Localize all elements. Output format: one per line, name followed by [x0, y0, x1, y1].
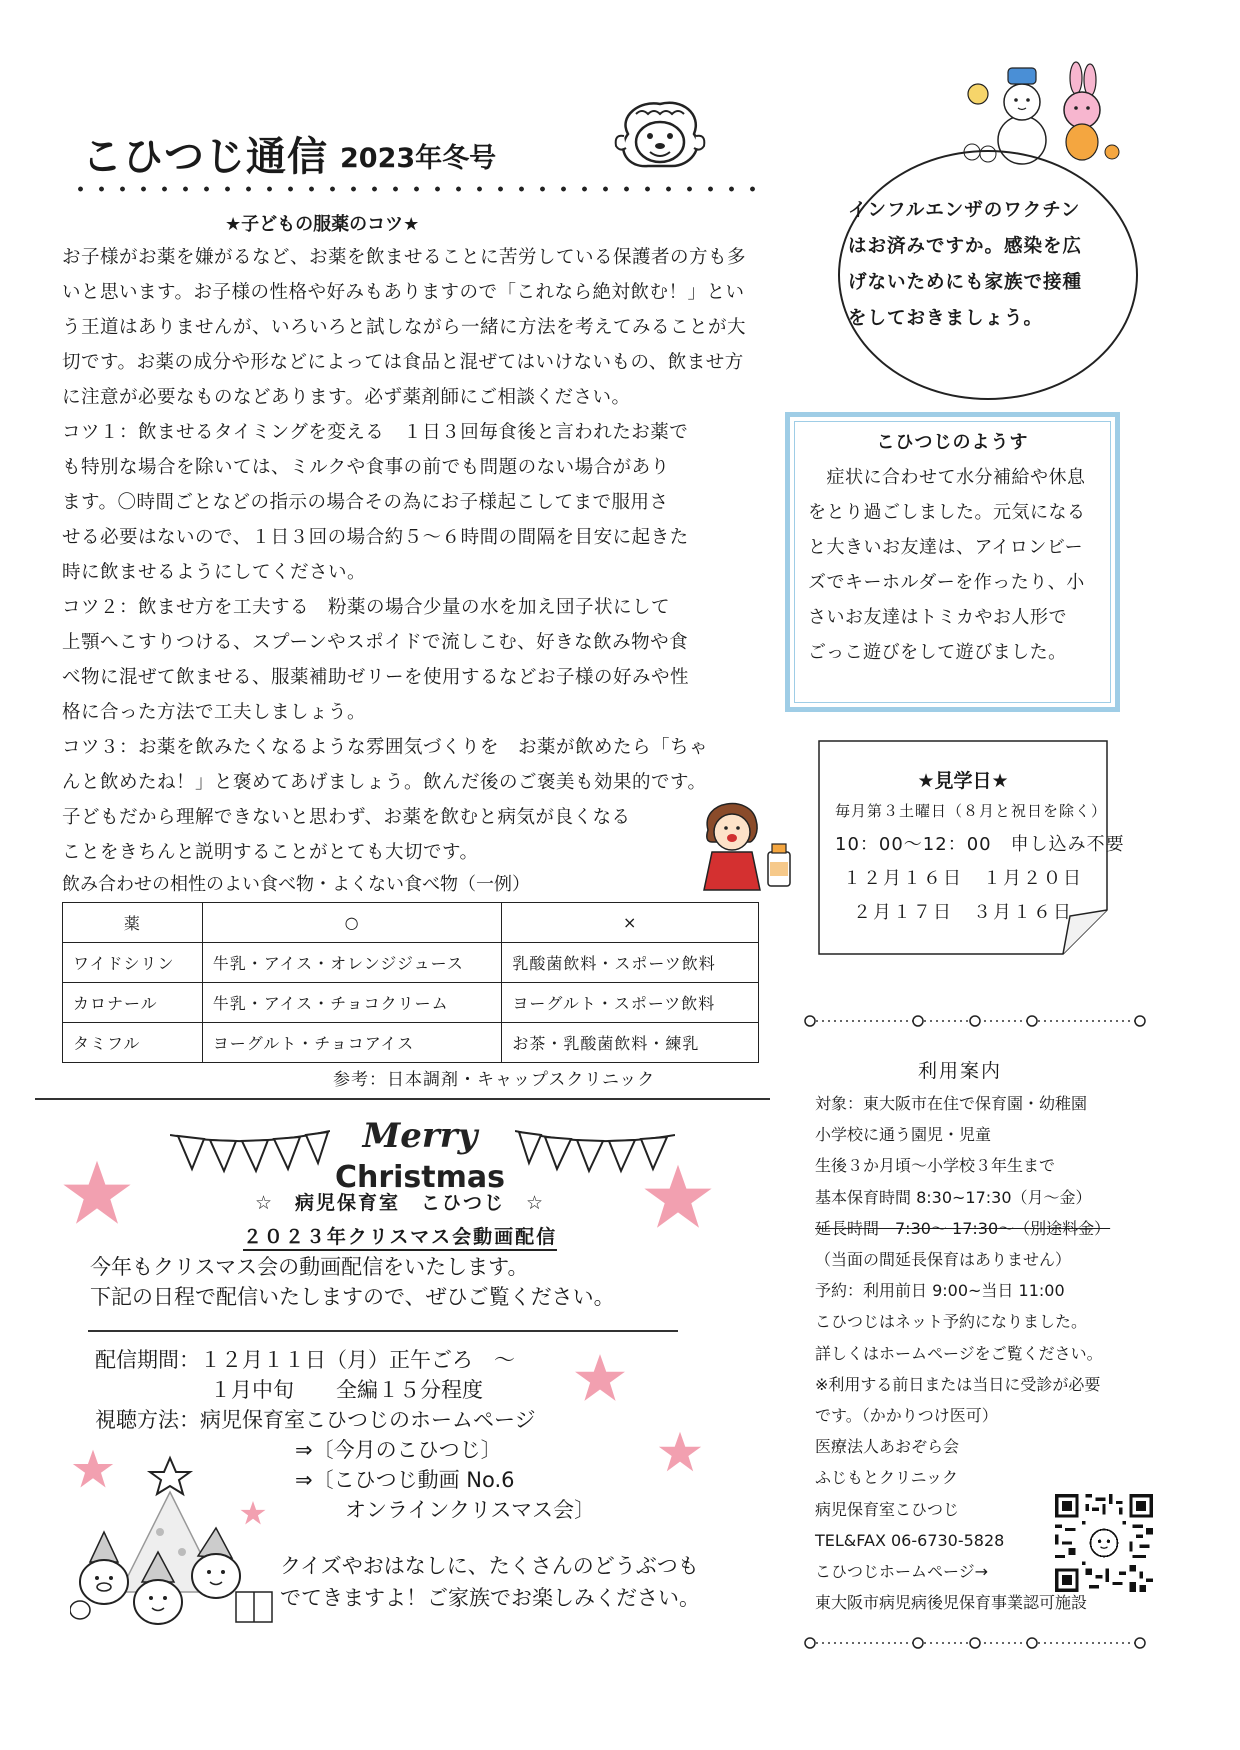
info-line: 東大阪市病児病後児保育事業認可施設: [815, 1593, 1088, 1613]
table-header-row: [63, 903, 759, 943]
combo-table: [62, 902, 759, 1063]
christmas-tree-animals-icon: [70, 1452, 290, 1632]
intro-line: いと思います。お子様の性格や好みもありますので「これなら絶対飲む！」とい: [62, 282, 745, 303]
homepage-link[interactable]: こひつじホームページ→: [815, 1562, 989, 1582]
newsletter-title: こひつじ通信: [82, 134, 328, 180]
christmas-body-line: 今年もクリスマス会の動画配信をいたします。: [90, 1255, 529, 1279]
cell-good: 牛乳・アイス・チョコクリーム: [202, 983, 502, 1023]
header-medicine: 薬: [63, 903, 203, 943]
intro-line: 切です。お薬の成分や形などによっては食品と混ぜてはいけないもの、飲ませ方: [62, 352, 744, 373]
cell-medicine: カロナール: [63, 983, 203, 1023]
period-line1: １２月１１日（月）正午ごろ ～: [200, 1348, 515, 1372]
newsletter-issue: 2023年冬号: [340, 143, 497, 174]
table-row: [63, 983, 759, 1023]
visit-dates-line: ２月１７日 ３月１６日: [853, 902, 1073, 923]
christmas-divider: [88, 1330, 678, 1332]
flu-line: インフルエンザのワクチン: [848, 200, 1081, 221]
header-bad: ×: [502, 903, 759, 943]
intro-line: お子様がお薬を嫌がるなど、お薬を飲ませることに苦労している保護者の方も多: [62, 247, 747, 268]
cell-bad: お茶・乳酸菌飲料・練乳: [502, 1023, 759, 1063]
header-dotted-divider: [70, 186, 770, 192]
yousu-line: をとり過ごしました。元気になる: [808, 502, 1086, 523]
star-icon: [658, 1430, 702, 1474]
flu-line: をしておきましょう。: [848, 308, 1044, 329]
info-line: です。（かかりつけ医可）: [815, 1406, 998, 1426]
christmas-subtitle: ☆ 病児保育室 こひつじ ☆: [254, 1192, 546, 1214]
flu-notice: [848, 193, 1133, 337]
flower-deco-icon: [800, 1013, 1150, 1029]
method-line2: ⇒〔今月のこひつじ〕: [295, 1438, 502, 1462]
flu-line: はお済みですか。感染を広: [848, 236, 1083, 257]
info-line: 予約：利用前日 9:00~当日 11:00: [815, 1281, 1065, 1301]
visit-time: 10：00～12：00 申し込み不要: [835, 834, 1125, 855]
info-title: 利用案内: [917, 1060, 1002, 1082]
yousu-line: ズでキーホルダーを作ったり、小: [808, 572, 1085, 593]
cell-medicine: ワイドシリン: [63, 943, 203, 983]
tip-line: コツ２：飲ませ方を工夫する 粉薬の場合少量の水を加え団子状にして: [62, 597, 671, 618]
info-line: 生後３か月頃～小学校３年生まで: [815, 1156, 1056, 1176]
info-line: 基本保育時間 8:30~17:30（月～金）: [815, 1187, 1092, 1207]
christmas-body-line: 下記の日程で配信いたしますので、ぜひご覧ください。: [90, 1285, 615, 1309]
yousu-line: と大きいお友達は、アイロンビー: [808, 537, 1084, 558]
logo-merry: Merry: [362, 1116, 478, 1156]
info-line: TEL&FAX 06-6730-5828: [815, 1530, 1005, 1550]
info-line: 対象：東大阪市在住で保育園・幼稚園: [815, 1094, 1088, 1113]
cell-good: 牛乳・アイス・オレンジジュース: [202, 943, 502, 983]
yousu-line: ごっこ遊びをして遊びました。: [808, 642, 1067, 663]
info-line: 詳しくはホームページをご覧ください。: [815, 1343, 1103, 1363]
visit-dates-line: １２月１６日 １月２０日: [843, 868, 1083, 889]
medicine-tips: [62, 415, 762, 870]
info-line: （当面の間延長保育はありません）: [815, 1250, 1072, 1270]
medicine-intro: [62, 240, 822, 415]
method-line1: 病児保育室こひつじのホームページ: [200, 1408, 536, 1432]
intro-line: に注意が必要なものなどあります。必ず薬剤師にご相談ください。: [62, 387, 631, 408]
visit-note: 毎月第３土曜日（８月と祝日を除く）: [835, 802, 1108, 820]
tip-line: コツ３：お薬を飲みたくなるような雰囲気づくりを お薬が飲めたら「ちゃ: [62, 737, 709, 758]
tip-line: も特別な場合を除いては、ミルクや食事の前でも問題のない場合があり: [62, 457, 670, 478]
intro-line: う王道はありませんが、いろいろと試しながら一緒に方法を考えてみることが大: [62, 317, 747, 338]
yousu-body: [808, 460, 1128, 670]
christmas-body: [90, 1252, 615, 1312]
info-line: 医療法人あおぞら会: [815, 1437, 960, 1457]
cell-bad: 乳酸菌飲料・スポーツ飲料: [502, 943, 759, 983]
yousu-title: こひつじのようす: [876, 432, 1029, 453]
tip-line: べ物に混ぜて飲ませる、服薬補助ゼリーを使用するなどお子様の好みや性: [62, 667, 690, 688]
flower-deco-icon: [800, 1635, 1150, 1651]
tip-line: コツ１：飲ませるタイミングを変える １日３回毎食後と言われたお薬で: [62, 422, 689, 443]
table-row: [63, 943, 759, 983]
qr-code-icon[interactable]: [1055, 1494, 1153, 1592]
closing-line: でてきますよ！ご家族でお楽しみください。: [280, 1586, 700, 1610]
info-line: 小学校に通う園児・児童: [815, 1125, 992, 1145]
method-line3: ⇒〔こひつじ動画 No.6: [295, 1468, 515, 1492]
cell-bad: ヨーグルト・スポーツ飲料: [502, 983, 759, 1023]
table-row: [63, 1023, 759, 1063]
header-good: ○: [202, 903, 502, 943]
tip-line: ます。〇時間ごとなどの指示の場合その為にお子様起こしてまで服用さ: [62, 492, 669, 513]
christmas-closing: [280, 1550, 700, 1614]
info-line: 病児保育室こひつじ: [815, 1499, 960, 1519]
tip-line: 上顎へこすりつける、スプーンやスポイドで流しこむ、好きな飲み物や食: [62, 632, 689, 653]
bunting-left-icon: [170, 1125, 330, 1177]
section-divider: [35, 1098, 770, 1100]
info-line: ふじもとクリニック: [815, 1468, 959, 1488]
period-line2: １月中旬 全編１５分程度: [210, 1378, 483, 1402]
sheep-face-icon: [610, 96, 710, 176]
tip-line: 時に飲ませるようにしてください。: [62, 562, 367, 583]
method-label: 視聴方法：: [95, 1408, 200, 1432]
child-medicine-icon: [690, 790, 800, 895]
star-icon: [574, 1352, 626, 1404]
logo-christmas: Christmas: [334, 1160, 506, 1195]
medicine-heading: ★子どもの服薬のコツ★: [225, 214, 420, 235]
visit-dates: [818, 862, 1108, 930]
tip-line: 子どもだから理解できないと思わず、お薬を飲むと病気が良くなる: [62, 807, 631, 828]
christmas-title-text: ２０２３年クリスマス会動画配信: [243, 1226, 557, 1251]
info-line-struck: 延長時間 7:30～ 17:30～（別途料金）: [815, 1218, 1111, 1238]
info-line: ※利用する前日または当日に受診が必要: [815, 1374, 1101, 1394]
tip-line: 格に合った方法で工夫しましょう。: [62, 702, 367, 723]
yousu-line: さいお友達はトミカやお人形で: [808, 607, 1067, 628]
visit-title: ★見学日★: [917, 770, 1009, 792]
tip-line: せる必要はないので、１日３回の場合約５～６時間の間隔を目安に起きた: [62, 527, 689, 548]
table-reference: 参考：日本調剤・キャップスクリニック: [333, 1070, 656, 1090]
tip-line: んと飲めたね！」と褒めてあげましょう。飲んだ後のご褒美も効果的です。: [62, 772, 707, 793]
cell-good: ヨーグルト・チョコアイス: [202, 1023, 502, 1063]
christmas-title: [0, 1222, 800, 1249]
combo-table-title: 飲み合わせの相性のよい食べ物・よくない食べ物（一例）: [62, 874, 530, 895]
closing-line: クイズやおはなしに、たくさんのどうぶつも: [280, 1554, 699, 1578]
period-label: 配信期間：: [95, 1348, 200, 1372]
method-line4: オンラインクリスマス会〕: [345, 1498, 596, 1522]
cell-medicine: タミフル: [63, 1023, 203, 1063]
yousu-line: 症状に合わせて水分補給や休息: [808, 467, 1086, 488]
tip-line: ことをきちんと説明することがとても大切です。: [62, 842, 479, 863]
flu-line: げないためにも家族で接種: [848, 272, 1083, 293]
info-line: こひつじはネット予約になりました。: [815, 1312, 1088, 1332]
